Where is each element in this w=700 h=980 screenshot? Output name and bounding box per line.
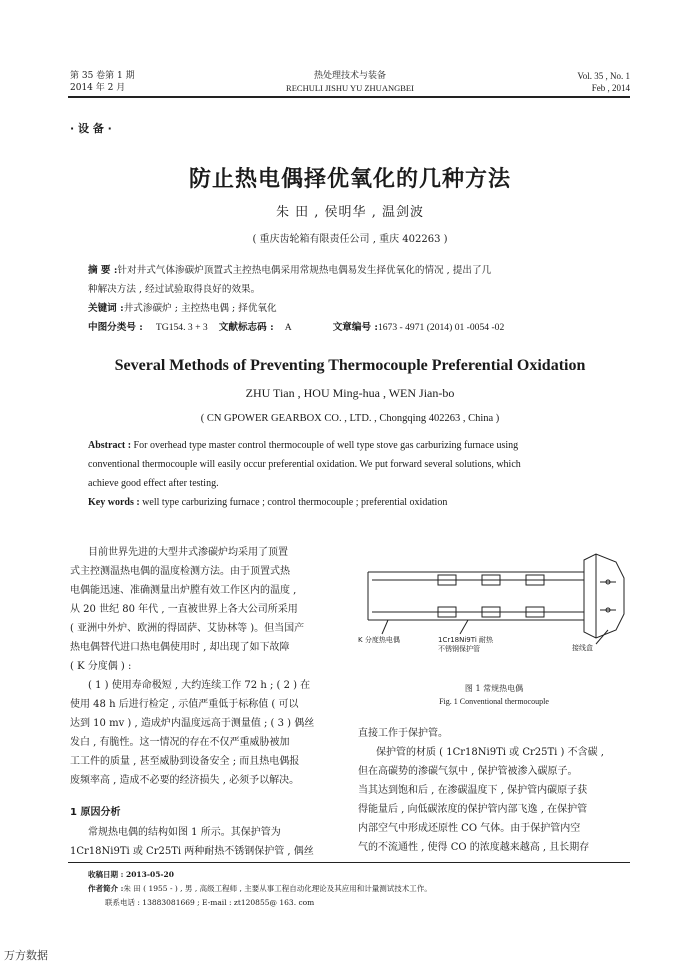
header-date-cn: 2014 年 2 月	[70, 83, 126, 93]
figure-1-caption	[358, 683, 630, 706]
affiliation-en: ( CN GPOWER GEARBOX CO. , LTD. , Chongqing 402263 , China )	[200, 413, 500, 424]
left-p1-l1: 目前世界先进的大型井式渗碳炉均采用了顶置	[88, 547, 288, 558]
classification-line	[88, 319, 504, 333]
abstract-en-label: Abstract :	[88, 440, 132, 451]
authors-en: ZHU Tian , HOU Ming-hua , WEN Jian-bo	[245, 386, 455, 400]
right-l7: 气的不流通性 , 使得 CO 的浓度越来越高 , 且长期存	[358, 842, 590, 853]
right-l4: 当其达到饱和后 , 在渗碳温度下 , 保护管内碳原子获	[358, 785, 588, 796]
keywords-en-label: Key words :	[88, 497, 140, 508]
title-cn: 防止热电偶择优氧化的几种方法	[188, 167, 511, 192]
thermocouple-diagram	[358, 538, 630, 678]
label-junction-box: 接线盒	[572, 644, 593, 652]
footnote-received: 收稿日期 : 2013-05-20	[88, 870, 174, 879]
right-l1: 直接工作于保护管。	[358, 728, 448, 739]
footnote-author	[88, 882, 432, 896]
abstract-cn-line1	[88, 262, 491, 276]
doc-code-value: A	[284, 322, 292, 333]
footnote-rule	[68, 862, 630, 863]
figure-caption-en: Fig. 1 Conventional thermocouple	[439, 697, 549, 706]
left-p3-l2: 1Cr18Ni9Ti 或 Cr25Ti 两种耐热不锈钢保护管 , 偶丝	[70, 846, 314, 857]
header-journal-cn: 热处理技术与装备	[313, 71, 386, 81]
abstract-cn-text1: 针对井式气体渗碳炉顶置式主控热电偶采用常规热电偶易发生择优氧化的情况 , 提出了几	[117, 265, 492, 276]
article-no-value: 1673 - 4971 (2014) 01 -0054 -02	[377, 322, 505, 333]
left-p1-l6: 热电偶替代进口热电偶使用时 , 却出现了如下故障	[70, 642, 290, 653]
label-tube-2: 不锈钢保护管	[438, 645, 480, 653]
footnote-author-text: 朱 田 ( 1955 - ) , 男 , 高级工程师 , 主要从事工程自动化理论及其应用和计量测试技术工作。	[123, 884, 432, 893]
watermark: 万方数据	[4, 949, 48, 962]
left-p1-l2: 式主控测温热电偶的温度检测方法。由于顶置式热	[70, 566, 290, 577]
abstract-en-line2: conventional thermocouple will easily occur preferential oxidation. We put forward several solutions, which	[88, 459, 521, 470]
left-p2-l5: 工工件的质量 , 甚至威胁到设备安全 ; 而且热电偶报	[70, 756, 300, 767]
left-p2-l6: 废频率高 , 造成不必要的经济损失 , 必须予以解决。	[70, 775, 300, 786]
label-k-thermocouple: K 分度热电偶	[358, 636, 400, 644]
authors-cn: 朱 田 , 侯明华 , 温剑波	[276, 205, 424, 220]
abstract-en-line1	[88, 440, 518, 451]
left-p3-l1: 常规热电偶的结构如图 1 所示。其保护管为	[88, 827, 281, 838]
keywords-cn-label: 关键词 :	[88, 303, 124, 314]
left-p2-l4: 发白 , 有脆性。这一情况的存在不仅严重威胁被加	[70, 737, 290, 748]
section-heading-1: 1 原因分析	[70, 807, 121, 818]
keywords-en-text: well type carburizing furnace ; control thermocouple ; preferential oxidation	[142, 497, 448, 508]
left-p1-l7: ( K 分度偶 ) :	[70, 661, 132, 672]
left-p2-l1: ( 1 ) 使用寿命极短 , 大约连续工作 72 h ; ( 2 ) 在	[88, 680, 311, 691]
abstract-en-text1: For overhead type master control thermocouple of well type stove gas carburizing furnace using	[133, 440, 519, 451]
doc-code-label: 文献标志码 :	[218, 322, 274, 333]
header-journal-en: RECHULI JISHU YU ZHUANGBEI	[286, 83, 414, 93]
affiliation-cn: ( 重庆齿轮箱有限责任公司 , 重庆 402263 )	[252, 234, 448, 245]
junction-box	[584, 554, 624, 638]
footnote-contact: 联系电话 : 13883081669 ; E-mail : zt120855@ 163. com	[105, 898, 315, 907]
article-no-label: 文章编号 :	[332, 322, 378, 333]
left-p1-l3: 电偶能迅速、准确测量出炉膛有效工作区内的温度 ,	[70, 585, 297, 596]
header-vol-cn: 第 35 卷第 1 期	[70, 71, 135, 81]
abstract-en-line3: achieve good effect after testing.	[88, 478, 219, 489]
section-tag: · 设 备 ·	[70, 122, 112, 135]
figure-caption-cn: 图 1 常规热电偶	[464, 684, 524, 693]
header-rule	[68, 96, 630, 98]
left-p1-l5: ( 亚洲中外炉、欧洲的得固萨、艾协林等 )。但当国产	[70, 623, 305, 634]
left-p2-l3: 达到 10 mv ) , 造成炉内温度远高于测量值 ; ( 3 ) 偶丝	[70, 718, 315, 729]
header-volume-cn	[70, 70, 135, 94]
left-p1-l4: 从 20 世纪 80 年代 , 一直被世界上各大公司所采用	[70, 604, 298, 615]
header-journal	[250, 70, 450, 94]
footnote	[88, 868, 432, 910]
label-tube-1: 1Cr18Ni9Ti 耐热	[438, 636, 493, 644]
header-vol-en: Vol. 35 , No. 1	[577, 71, 630, 81]
clc-label: 中图分类号 :	[88, 322, 143, 333]
right-l5: 得能量后 , 向低碳浓度的保护管内部飞逸 , 在保护管	[358, 804, 588, 815]
right-l2: 保护管的材质 ( 1Cr18Ni9Ti 或 Cr25Ti ) 不含碳 ,	[376, 747, 604, 758]
header-volume-en	[540, 70, 630, 94]
footnote-author-label: 作者简介 :	[88, 884, 124, 893]
keywords-en	[88, 497, 447, 508]
right-l6: 内部空气中形成还原性 CO 气体。由于保护管内空	[358, 823, 581, 834]
header-date-en: Feb , 2014	[591, 83, 630, 93]
keywords-cn-text: 井式渗碳炉 ; 主控热电偶 ; 择优氧化	[123, 303, 277, 314]
figure-1	[358, 538, 630, 678]
clc-value: TG154. 3 + 3	[155, 322, 208, 333]
keywords-cn	[88, 300, 277, 314]
right-l3: 但在高碳势的渗碳气氛中 , 保护管被渗入碳原子。	[358, 766, 578, 777]
abstract-cn-line2: 种解决方法 , 经过试验取得良好的效果。	[88, 284, 261, 295]
left-p2-l2: 使用 48 h 后进行检定 , 示值严重低于标称值 ( 可以	[70, 699, 299, 710]
abstract-cn-label: 摘 要 :	[88, 265, 118, 276]
title-en: Several Methods of Preventing Thermocouple Preferential Oxidation	[114, 357, 586, 374]
